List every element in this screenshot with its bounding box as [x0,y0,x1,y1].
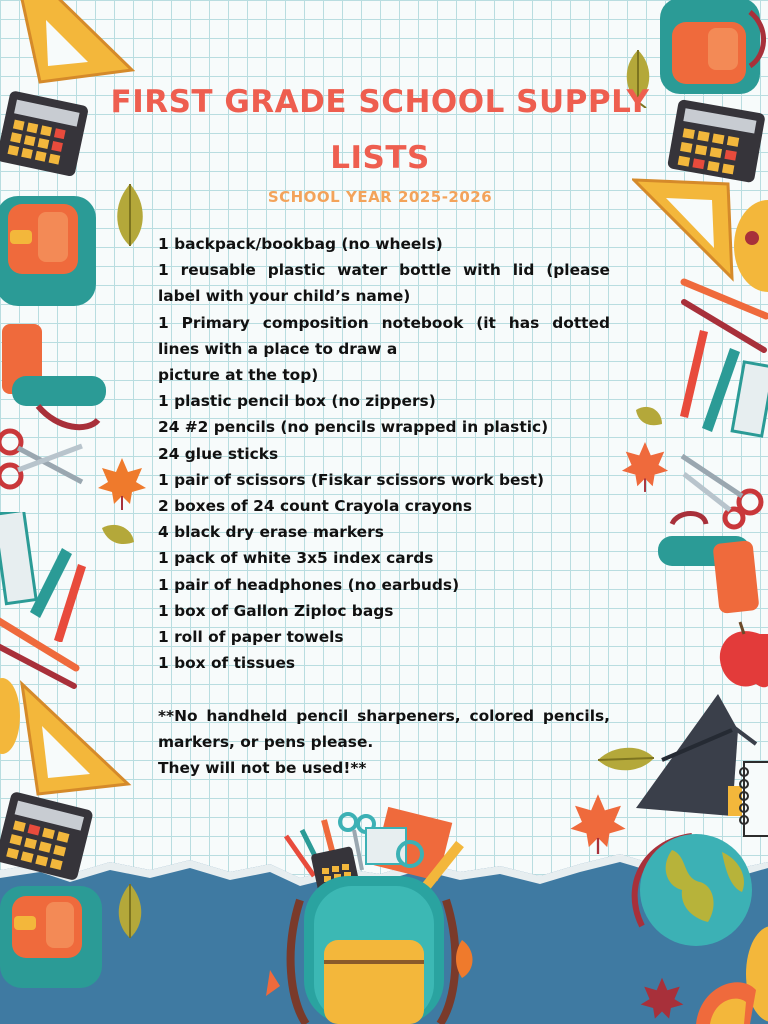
backpack-icon [654,0,766,100]
list-item: 1 pair of headphones (no earbuds) [158,575,460,594]
page-title: FIRST GRADE SCHOOL SUPPLY [110,84,650,120]
leaf-icon [634,404,664,430]
list-item: picture at the top) [158,366,319,385]
page-title-continued: LISTS [330,140,430,176]
supply-list [158,231,610,676]
note-line: **No handheld pencil sharpeners, colored pencils, markers, or pens please. [158,707,610,752]
calculator-icon [0,790,96,884]
center-backpack-icon [262,800,486,1024]
list-item: 1 pack of white 3x5 index cards [158,549,434,568]
list-item: 2 boxes of 24 count Crayola crayons [158,497,473,516]
list-item: 1 plastic pencil box (no zippers) [158,392,436,411]
backpack-icon [0,186,106,310]
maple-leaf-icon [568,792,628,854]
leaf-icon [100,522,136,548]
glue-bottle-icon [654,508,768,618]
list-item: 1 box of Gallon Ziploc bags [158,601,394,620]
glue-bottle-icon [690,966,762,1024]
important-note [158,703,610,782]
school-year-subtitle: SCHOOL YEAR 2025-2026 [267,188,493,206]
backpack-icon [0,880,112,994]
list-item: 1 roll of paper towels [158,628,344,647]
pencil-icon [674,324,768,442]
list-item: 1 Primary composition notebook (it has dotted lines with a place to draw a [158,313,610,358]
calculator-icon [0,90,92,182]
ruler-triangle-icon [10,0,135,95]
leaf-icon [110,880,150,942]
list-item: 1 box of tissues [158,654,296,673]
list-item: 24 #2 pencils (no pencils wrapped in plastic) [158,418,549,437]
maple-leaf-icon [636,976,688,1024]
calculator-icon [664,98,768,188]
maple-leaf-icon [96,456,148,510]
list-item: 1 pair of scissors (Fiskar scissors work best) [158,470,544,489]
scissors-icon [0,420,92,510]
ruler-triangle-icon [0,676,136,800]
list-item: 24 glue sticks [158,444,279,463]
list-item: 1 backpack/bookbag (no wheels) [158,235,443,253]
note-line: They will not be used!** [158,759,367,778]
maple-leaf-icon [620,440,670,492]
list-item: 1 reusable plastic water bottle with lid (please label with your child’s name) [158,261,610,306]
apple-icon [714,620,768,694]
list-item: 4 black dry erase markers [158,523,384,542]
